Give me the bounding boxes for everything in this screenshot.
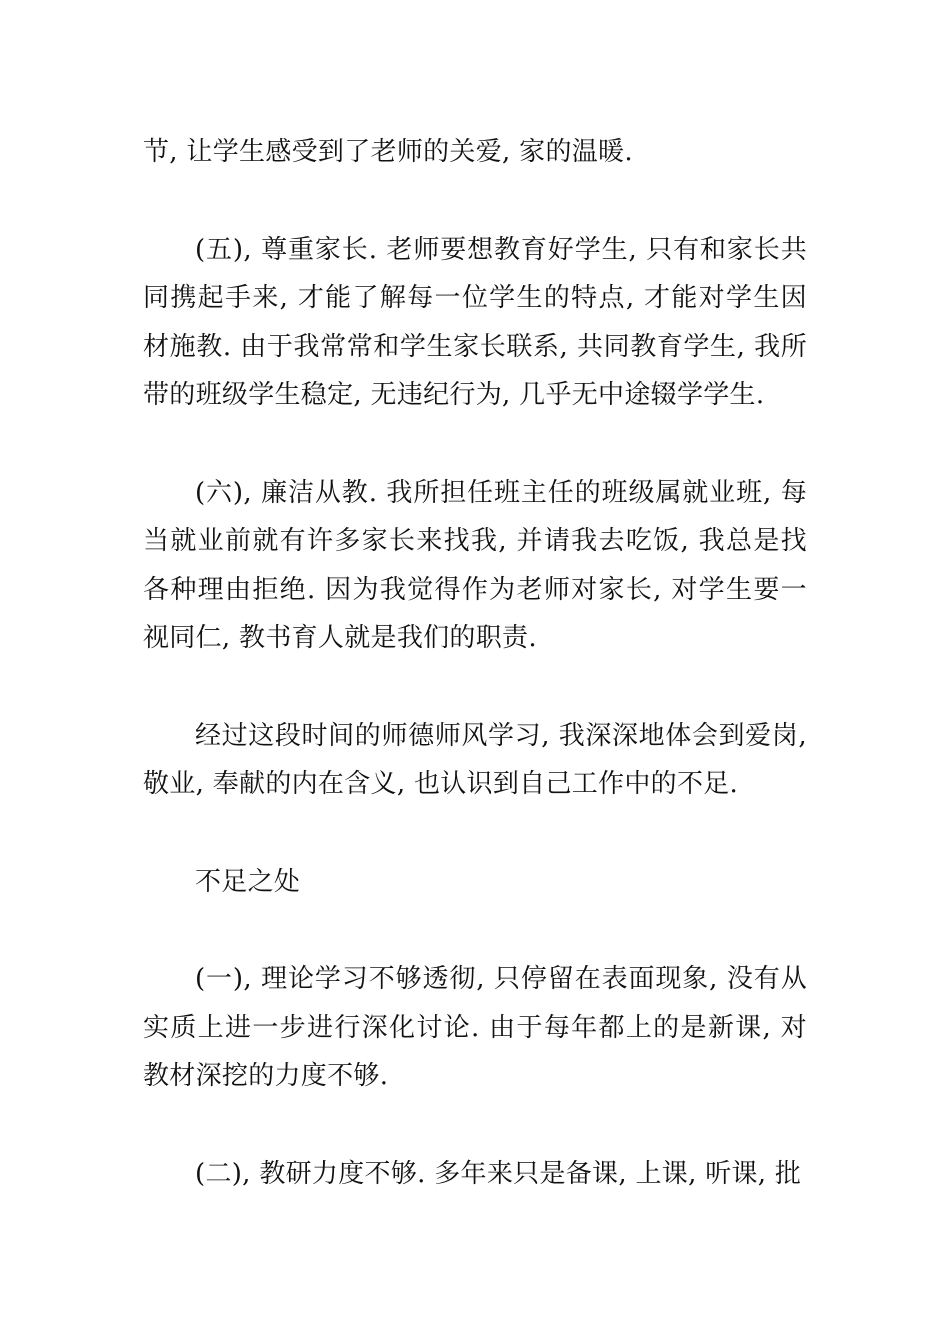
section-heading-shortcomings: 不足之处: [195, 866, 301, 897]
paragraph-honest-teaching: (六), 廉洁从教. 我所担任班主任的班级属就业班, 每当就业前就有许多家长来找我, 并请我去吃饭, 我总是找各种理由拒绝. 因为我觉得作为老师对家长, 对学生要一视同仁, 教书育人就是我们的职责.: [143, 477, 807, 653]
paragraph-continuation: 节, 让学生感受到了老师的关爱, 家的温暖.: [143, 137, 633, 167]
paragraph-theory-study: (一), 理论学习不够透彻, 只停留在表面现象, 没有从实质上进一步进行深化讨论. 由于每年都上的是新课, 对教材深挖的力度不够.: [143, 964, 807, 1091]
document-body: [143, 128, 807, 1198]
paragraph-teaching-research: (二), 教研力度不够. 多年来只是备课, 上课, 听课, 批: [195, 1158, 802, 1189]
paragraph-respect-parents: (五), 尊重家长. 老师要想教育好学生, 只有和家长共同携起手来, 才能了解每一位学生的特点, 才能对学生因材施教. 由于我常常和学生家长联系, 共同教育学生, 我所带的班级学生稳定, 无违纪行为, 几乎无中途辍学学生.: [143, 234, 807, 410]
paragraph-reflection: 经过这段时间的师德师风学习, 我深深地体会到爱岗, 敬业, 奉献的内在含义, 也认识到自己工作中的不足.: [143, 720, 807, 799]
